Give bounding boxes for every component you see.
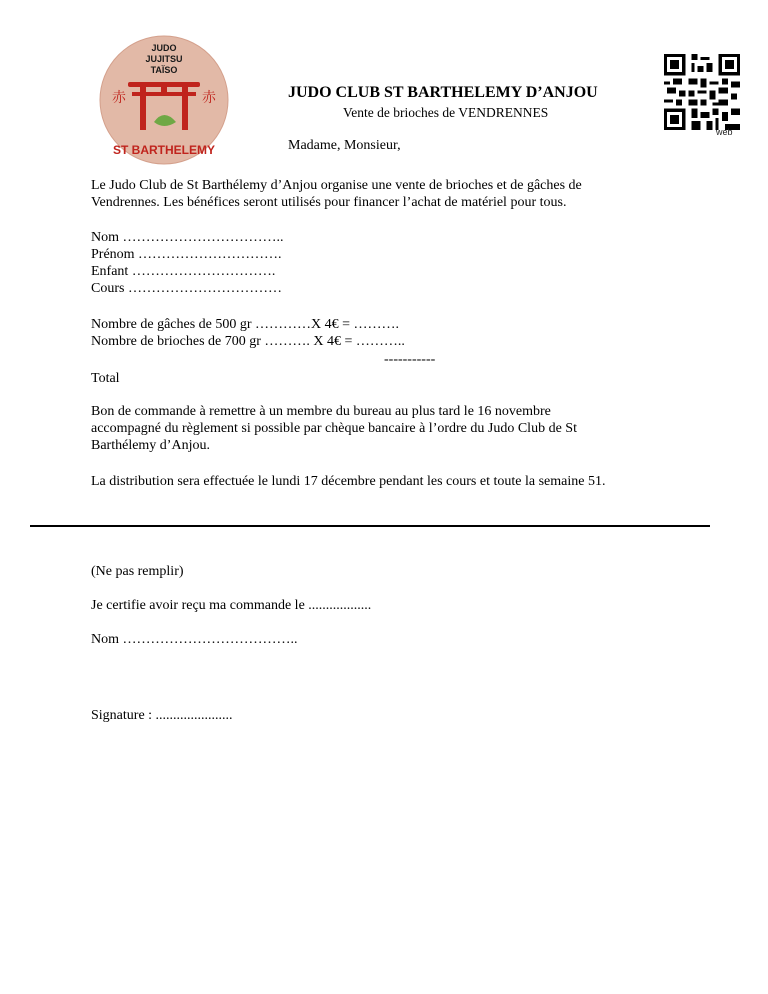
field-enfant[interactable]: Enfant ………………………….	[91, 264, 276, 279]
svg-text:赤: 赤	[112, 90, 126, 106]
club-logo	[98, 34, 230, 166]
sale-subtitle: Vente de brioches de VENDRENNES	[343, 105, 549, 120]
cut-divider	[30, 525, 710, 527]
receipt-note: (Ne pas remplir)	[91, 564, 184, 579]
logo-text-judo: JUDO	[151, 43, 177, 53]
order-lines	[91, 316, 405, 350]
order-line-gaches[interactable]: Nombre de gâches de 500 gr …………X 4€ = ……….	[91, 317, 400, 332]
instructions-line: accompagné du règlement si possible par chèque bancaire à l’ordre du Judo Club de St	[91, 421, 577, 436]
instructions-line: Barthélemy d’Anjou.	[91, 438, 210, 453]
instructions-line: Bon de commande à remettre à un membre du bureau au plus tard le 16 novembre	[91, 404, 551, 419]
receipt-name[interactable]: Nom ………………………………..	[91, 632, 298, 647]
instructions-paragraph	[91, 403, 577, 454]
qr-label: web	[716, 127, 733, 137]
distribution-note: La distribution sera effectuée le lundi 17 décembre pendant les cours et toute la semaine 51.	[91, 474, 606, 489]
intro-line: Vendrennes. Les bénéfices seront utilisés pour financer l’achat de matériel pour tous.	[91, 195, 567, 210]
intro-line: Le Judo Club de St Barthélemy d’Anjou organise une vente de brioches et de gâches de	[91, 178, 582, 193]
club-title: JUDO CLUB ST BARTHELEMY D’ANJOU	[288, 84, 598, 101]
logo-text-jujitsu: JUJITSU	[145, 54, 183, 64]
receipt-signature[interactable]: Signature : ......................	[91, 708, 233, 723]
receipt-certify[interactable]: Je certifie avoir reçu ma commande le ..................	[91, 598, 372, 613]
field-prenom[interactable]: Prénom ………………………….	[91, 247, 282, 262]
svg-text:赤: 赤	[202, 90, 216, 106]
greeting: Madame, Monsieur,	[288, 138, 401, 153]
logo-text-taiso: TAÏSO	[150, 65, 178, 75]
total-label: Total	[91, 371, 120, 386]
customer-fields	[91, 229, 284, 297]
sum-separator: -----------	[384, 352, 436, 367]
field-nom[interactable]: Nom ……………………………..	[91, 230, 284, 245]
order-line-brioches[interactable]: Nombre de brioches de 700 gr ………. X 4€ = ………..	[91, 334, 405, 349]
field-cours[interactable]: Cours ……………………………	[91, 281, 282, 296]
logo-text-club: ST BARTHELEMY	[113, 143, 215, 157]
intro-paragraph	[91, 177, 582, 211]
qr-code-icon[interactable]	[664, 54, 740, 130]
